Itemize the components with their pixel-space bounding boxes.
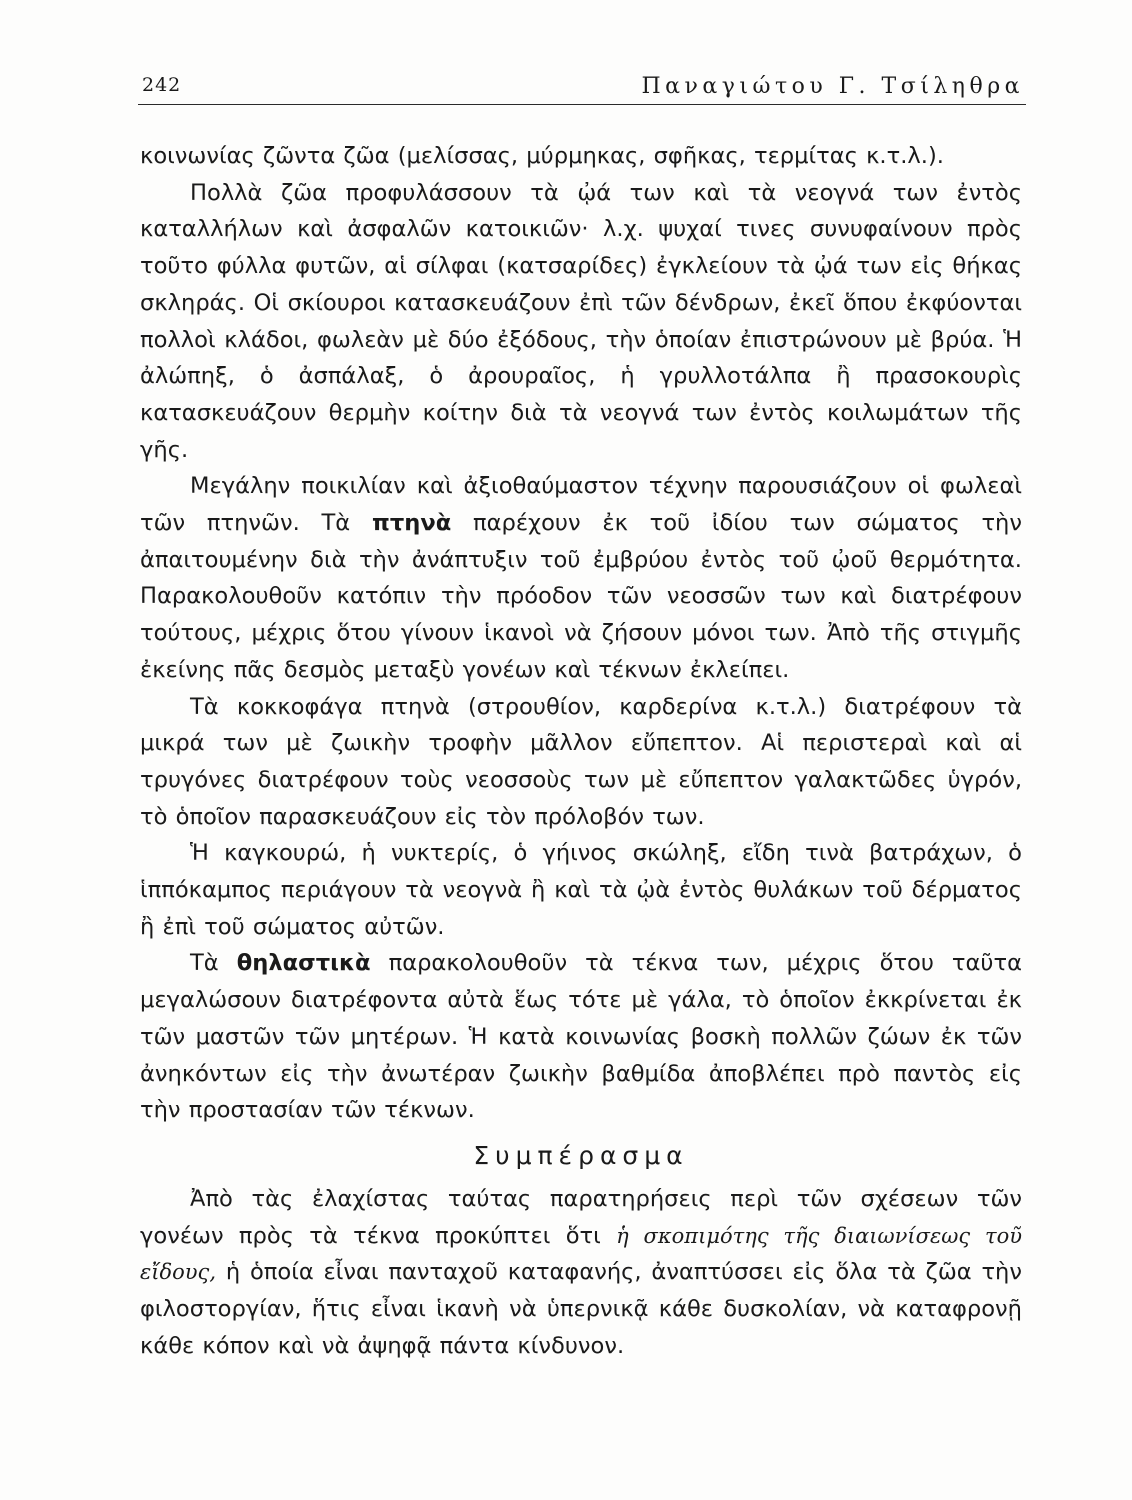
conclusion-part-a: Ἀπὸ τὰς ἐλαχίστας ταύτας παρατηρήσεις περὶ τῶν σχέσεων τῶν γονέων πρὸς τὰ τέκνα προκύπτει ὅτι bbox=[140, 1185, 1022, 1249]
page-number: 242 bbox=[142, 74, 182, 96]
bold-term-mammals: θηλαστικὰ bbox=[236, 950, 371, 977]
paragraph-2: Πολλὰ ζῶα προφυλάσσουν τὰ ᾠά των καὶ τὰ νεογνά των ἐντὸς καταλλήλων καὶ ἀσφαλῶν κατοικιῶν· λ.χ. ψυχαί τινες συνυφαίνουν πρὸς τοῦτο φύλλα φυτῶν, αἱ σίλφαι (κατσαρίδες) ἐγκλείουν τὰ ᾠά των εἰς θήκας σκληράς. Οἱ σκίουροι κατασκευάζουν ἐπὶ τῶν δένδρων, ἐκεῖ ὅπου ἐκφύονται πολλοὶ κλάδοι, φωλεὰν μὲ δύο ἐξόδους, τὴν ὁποίαν ἐπιστρώνουν μὲ βρύα. Ἡ ἀλώπηξ, ὁ ἀσπάλαξ, ὁ ἀρουραῖος, ἡ γρυλλοτάλπα ἢ πρασοκουρὶς κατασκευάζουν θερμὴν κοίτην διὰ τὰ νεογνά των ἐντὸς κοιλωμάτων τῆς γῆς. bbox=[140, 179, 1022, 463]
conclusion-italic-phrase: ἡ σκοπιμότης τῆς διαιωνίσεως τοῦ εἴδους, bbox=[140, 1223, 1022, 1285]
bold-term-birds: πτηνὰ bbox=[371, 510, 452, 537]
paragraph-5: Ἡ καγκουρώ, ἡ νυκτερίς, ὁ γήινος σκώληξ, εἴδη τινὰ βατράχων, ὁ ἱππόκαμπος περιάγουν τὰ νεογνὰ ἢ καὶ τὰ ᾠὰ ἐντὸς θυλάκων τοῦ δέρματος ἢ ἐπὶ τοῦ σώματος αὐτῶν. bbox=[140, 840, 1022, 940]
page-header bbox=[138, 66, 1026, 105]
section-title: Συμπέρασμα bbox=[473, 1140, 689, 1170]
paragraph-6-part-b: παρακολουθοῦν τὰ τέκνα των, μέχρις ὅτου ταῦτα μεγαλώσουν διατρέφοντα αὐτὰ ἕως τότε μὲ γάλα, τὸ ὁποῖον ἐκκρίνεται ἐκ τῶν μαστῶν τῶν μητέρων. Ἡ κατὰ κοινωνίας βοσκὴ πολλῶν ζώων ἐκ τῶν ἀνηκόντων εἰς τὴν ἀνωτέραν ζωικὴν βαθμίδα ἀποβλέπει πρὸ παντὸς εἰς τὴν προστασίαν τῶν τέκνων. bbox=[140, 950, 1022, 1124]
running-head: Παναγιώτου Γ. Τσίληθρα bbox=[641, 74, 1024, 99]
paragraph-3 bbox=[140, 468, 1022, 688]
paragraph-6-part-a: Τὰ bbox=[190, 950, 219, 977]
paragraph-6 bbox=[140, 945, 1022, 1129]
paragraph-3-part-b: παρέχουν ἐκ τοῦ ἰδίου των σώματος τὴν ἀπαιτουμένην διὰ τὴν ἀνάπτυξιν τοῦ ἐμβρύου ἐντὸς τοῦ ᾠοῦ θερμότητα. Παρακολουθοῦν κατόπιν τὴν πρόοδον τῶν νεοσσῶν των καὶ διατρέφουν τούτους, μέχρις ὅτου γίνουν ἱκανοὶ νὰ ζήσουν μόνοι των. Ἀπὸ τῆς στιγμῆς ἐκείνης πᾶς δεσμὸς μεταξὺ γονέων καὶ τέκνων ἐκλείπει. bbox=[140, 510, 1022, 683]
conclusion-paragraph bbox=[140, 1181, 1022, 1365]
body-text bbox=[140, 138, 1022, 1365]
paragraph-3-part-a: Μεγάλην ποικιλίαν καὶ ἀξιοθαύμαστον τέχνην παρουσιάζουν οἱ φωλεαὶ τῶν πτηνῶν. Τὰ bbox=[140, 473, 1022, 537]
conclusion-part-b: ἡ ὁποία εἶναι πανταχοῦ καταφανής, ἀναπτύσσει εἰς ὅλα τὰ ζῶα τὴν φιλοστοργίαν, ἥτις εἶναι ἱκανὴ νὰ ὑπερνικᾷ κάθε δυσκολίαν, νὰ καταφρονῇ κάθε κόπον καὶ νὰ ἀψηφᾷ πάντα κίνδυνον. bbox=[140, 1259, 1022, 1359]
paragraph-4: Τὰ κοκκοφάγα πτηνὰ (στρουθίον, καρδερίνα κ.τ.λ.) διατρέφουν τὰ μικρά των μὲ ζωικὴν τροφὴν μᾶλλον εὔπεπτον. Αἱ περιστεραὶ καὶ αἱ τρυγόνες διατρέφουν τοὺς νεοσσοὺς των μὲ εὔπεπτον γαλακτῶδες ὑγρόν, τὸ ὁποῖον παρασκευάζουν εἰς τὸν πρόλοβόν των. bbox=[140, 693, 1022, 830]
paragraph-1: κοινωνίας ζῶντα ζῶα (μελίσσας, μύρμηκας, σφῆκας, τερμίτας κ.τ.λ.). bbox=[140, 143, 944, 169]
